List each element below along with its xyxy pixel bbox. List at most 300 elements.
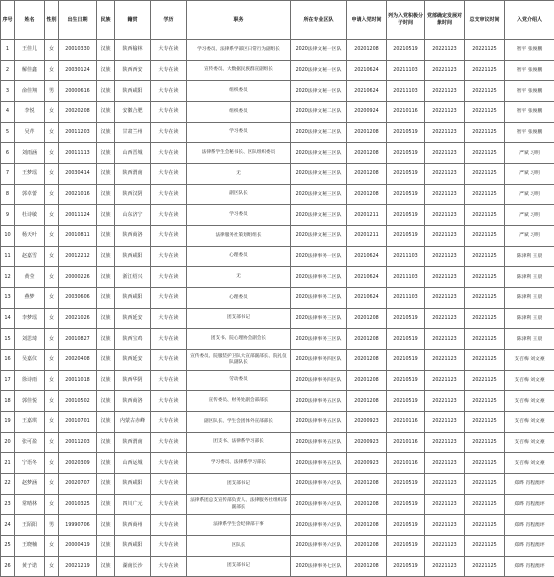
cell-activist-date: 20211103 [387,81,425,102]
cell-position: 宣传委员、院服装护卫队大宣部副部长、院礼仪队副队长 [187,350,291,371]
cell-education: 大专在读 [151,122,187,143]
cell-candidate-date: 20221123 [425,474,465,495]
cell-gender: 女 [45,536,59,557]
cell-introducers: 郑晔 肖程澳坪 [505,536,554,557]
cell-application-date: 20201208 [347,122,387,143]
cell-squad: 2020法律事务五区队 [291,391,347,412]
cell-squad: 2020法律事务三区队 [291,308,347,329]
cell-birth-date: 20021016 [59,184,97,205]
cell-activist-date: 20211103 [387,267,425,288]
cell-name: 黄莹 [15,267,45,288]
cell-review-date: 20221125 [465,453,505,474]
cell-application-date: 20201208 [347,515,387,536]
table-row [1,81,554,102]
table-row [1,60,554,81]
cell-birth-date: 19990706 [59,515,97,536]
cell-application-date: 20210624 [347,246,387,267]
cell-review-date: 20221125 [465,267,505,288]
cell-review-date: 20221125 [465,474,505,495]
cell-introducers: 智平 张俊鹏 [505,122,554,143]
cell-ethnicity: 汉族 [97,556,115,577]
cell-introducers: 智平 张俊鹏 [505,81,554,102]
cell-review-date: 20221125 [465,350,505,371]
cell-native-place: 陕西华阴 [115,370,151,391]
cell-application-date: 20201208 [347,370,387,391]
cell-squad: 2020法律事务二区队 [291,288,347,309]
cell-introducers: 支召梅 刘文豪 [505,453,554,474]
table-row [1,432,554,453]
cell-native-place: 山西运城 [115,453,151,474]
cell-name: 吴芹 [15,122,45,143]
cell-education: 大专在读 [151,494,187,515]
cell-education: 大专在读 [151,40,187,61]
cell-name: 刘思琦 [15,329,45,350]
cell-ethnicity: 汉族 [97,536,115,557]
cell-review-date: 20221125 [465,122,505,143]
cell-seq: 6 [1,143,15,164]
cell-native-place: 湖南长沙 [115,556,151,577]
table-row [1,329,554,350]
cell-ethnicity: 汉族 [97,267,115,288]
cell-education: 大专在读 [151,515,187,536]
cell-native-place: 陕西商洛 [115,226,151,247]
cell-position: 法律系学生会纪律部干事 [187,515,291,536]
cell-squad: 2020法律事务六区队 [291,536,347,557]
cell-name: 刘雨涵 [15,143,45,164]
cell-name: 王嘉琪 [15,412,45,433]
cell-candidate-date: 20221123 [425,432,465,453]
cell-introducers: 郑晔 肖程澳坪 [505,494,554,515]
cell-education: 大专在读 [151,205,187,226]
cell-review-date: 20221125 [465,205,505,226]
cell-seq: 10 [1,226,15,247]
cell-application-date: 20201208 [347,143,387,164]
cell-review-date: 20221125 [465,329,505,350]
cell-review-date: 20221125 [465,164,505,185]
cell-squad: 2020法律文秘三区队 [291,164,347,185]
cell-birth-date: 20030606 [59,288,97,309]
cell-review-date: 20221125 [465,556,505,577]
cell-squad: 2020法律事务五区队 [291,453,347,474]
cell-native-place: 浙江绍兴 [115,267,151,288]
cell-name: 王梦瑶 [15,164,45,185]
cell-position: 法律服务社策划组组长 [187,226,291,247]
cell-name: 王晓楠 [15,536,45,557]
table-row [1,143,554,164]
cell-review-date: 20221125 [465,226,505,247]
table-row [1,184,554,205]
header-name: 姓名 [15,1,45,40]
cell-gender: 女 [45,226,59,247]
cell-gender: 女 [45,474,59,495]
cell-candidate-date: 20221123 [425,60,465,81]
cell-gender: 女 [45,267,59,288]
cell-ethnicity: 汉族 [97,329,115,350]
cell-candidate-date: 20221123 [425,370,465,391]
cell-candidate-date: 20221123 [425,81,465,102]
cell-birth-date: 20011203 [59,432,97,453]
cell-activist-date: 20210519 [387,226,425,247]
cell-introducers: 郑晔 肖程澳坪 [505,556,554,577]
cell-squad: 2020法律事务三区队 [291,329,347,350]
cell-education: 大专在读 [151,308,187,329]
cell-review-date: 20221125 [465,308,505,329]
cell-seq: 9 [1,205,15,226]
cell-review-date: 20221125 [465,60,505,81]
cell-native-place: 陕西汉阴 [115,184,151,205]
cell-application-date: 20201208 [347,556,387,577]
cell-name: 俞佳翔 [15,81,45,102]
cell-name: 杜诗敏 [15,205,45,226]
cell-native-place: 陕西商州 [115,515,151,536]
cell-ethnicity: 汉族 [97,143,115,164]
cell-native-place: 陕西咸阳 [115,536,151,557]
cell-review-date: 20221125 [465,40,505,61]
cell-candidate-date: 20221123 [425,350,465,371]
cell-ethnicity: 汉族 [97,412,115,433]
cell-seq: 19 [1,412,15,433]
cell-squad: 2020法律文秘一区队 [291,60,347,81]
cell-candidate-date: 20221123 [425,226,465,247]
cell-squad: 2020法律文秘一区队 [291,40,347,61]
cell-gender: 女 [45,329,59,350]
cell-activist-date: 20210116 [387,453,425,474]
cell-candidate-date: 20221123 [425,536,465,557]
cell-squad: 2020法律文秘一区队 [291,81,347,102]
cell-application-date: 20200924 [347,102,387,123]
cell-squad: 2020法律事务七区队 [291,556,347,577]
cell-review-date: 20221125 [465,494,505,515]
cell-review-date: 20221125 [465,143,505,164]
cell-introducers: 严斌 习明 [505,226,554,247]
cell-introducers: 支召梅 刘文豪 [505,391,554,412]
cell-candidate-date: 20221123 [425,246,465,267]
cell-squad: 2020法律文秘三区队 [291,184,347,205]
cell-native-place: 陕西渭南 [115,164,151,185]
cell-birth-date: 20000616 [59,81,97,102]
cell-seq: 16 [1,350,15,371]
cell-position: 劳动委员 [187,370,291,391]
cell-seq: 12 [1,267,15,288]
cell-position: 区队长 [187,536,291,557]
cell-application-date: 20201208 [347,329,387,350]
table-row [1,226,554,247]
cell-birth-date: 20000226 [59,267,97,288]
cell-ethnicity: 汉族 [97,494,115,515]
cell-education: 大专在读 [151,184,187,205]
header-education: 学历 [151,1,187,40]
cell-gender: 女 [45,494,59,515]
table-row [1,412,554,433]
cell-name: 李悦 [15,102,45,123]
cell-native-place: 陕西延安 [115,350,151,371]
cell-name: 郭卓蕾 [15,184,45,205]
cell-native-place: 陕西榆林 [115,40,151,61]
cell-position: 团支部书记 [187,556,291,577]
cell-seq: 25 [1,536,15,557]
table-row [1,205,554,226]
cell-candidate-date: 20221123 [425,288,465,309]
cell-candidate-date: 20221123 [425,556,465,577]
cell-introducers: 智平 张俊鹏 [505,102,554,123]
cell-education: 大专在读 [151,288,187,309]
cell-activist-date: 20210519 [387,474,425,495]
cell-native-place: 陕西延安 [115,308,151,329]
table-row [1,370,554,391]
cell-ethnicity: 汉族 [97,308,115,329]
header-activist-date: 列为入党积极分子时间 [387,1,425,40]
cell-seq: 1 [1,40,15,61]
cell-name: 李梦瑶 [15,308,45,329]
cell-name: 赵梦涵 [15,474,45,495]
cell-seq: 3 [1,81,15,102]
cell-ethnicity: 汉族 [97,122,115,143]
cell-position: 副区队长 [187,184,291,205]
cell-activist-date: 20210519 [387,164,425,185]
cell-application-date: 20201208 [347,40,387,61]
cell-squad: 2020法律事务五区队 [291,412,347,433]
header-ethnicity: 民族 [97,1,115,40]
table-row [1,515,554,536]
cell-education: 大专在读 [151,432,187,453]
cell-gender: 女 [45,370,59,391]
cell-application-date: 20201211 [347,205,387,226]
cell-activist-date: 20211103 [387,288,425,309]
cell-review-date: 20221125 [465,102,505,123]
table-row [1,536,554,557]
cell-native-place: 陕西咸阳 [115,288,151,309]
cell-introducers: 严斌 习明 [505,164,554,185]
cell-gender: 女 [45,143,59,164]
cell-application-date: 20200923 [347,453,387,474]
cell-birth-date: 20000419 [59,536,97,557]
cell-birth-date: 20011124 [59,205,97,226]
cell-ethnicity: 汉族 [97,102,115,123]
cell-application-date: 20201208 [347,536,387,557]
cell-native-place: 甘肃兰州 [115,122,151,143]
cell-gender: 男 [45,515,59,536]
cell-introducers: 支召梅 刘文豪 [505,412,554,433]
cell-introducers: 严斌 习明 [505,184,554,205]
cell-education: 大专在读 [151,226,187,247]
cell-name: 吴嘉仪 [15,350,45,371]
cell-birth-date: 20010325 [59,494,97,515]
cell-birth-date: 20020309 [59,453,97,474]
cell-candidate-date: 20221123 [425,102,465,123]
cell-candidate-date: 20221123 [425,184,465,205]
cell-activist-date: 20210519 [387,122,425,143]
cell-squad: 2020法律事务五区队 [291,432,347,453]
cell-name: 郭佳悦 [15,391,45,412]
cell-name: 宁语冬 [15,453,45,474]
cell-review-date: 20221125 [465,536,505,557]
cell-birth-date: 20010701 [59,412,97,433]
cell-activist-date: 20210519 [387,515,425,536]
cell-birth-date: 20010827 [59,329,97,350]
cell-review-date: 20221125 [465,515,505,536]
cell-education: 大专在读 [151,474,187,495]
cell-activist-date: 20210519 [387,391,425,412]
cell-position: 无 [187,164,291,185]
cell-activist-date: 20210519 [387,350,425,371]
cell-squad: 2020法律事务六区队 [291,494,347,515]
cell-birth-date: 20010330 [59,40,97,61]
cell-application-date: 20201211 [347,226,387,247]
cell-position: 团支书、院心理协会副会长 [187,329,291,350]
cell-squad: 2020法律文秘二区队 [291,122,347,143]
cell-birth-date: 20021219 [59,556,97,577]
cell-gender: 女 [45,308,59,329]
cell-education: 大专在读 [151,329,187,350]
cell-name: 杨天叶 [15,226,45,247]
cell-birth-date: 20011018 [59,370,97,391]
cell-activist-date: 20210116 [387,432,425,453]
cell-gender: 女 [45,102,59,123]
cell-gender: 女 [45,412,59,433]
header-introducers: 入党介绍人 [505,1,554,40]
table-row [1,494,554,515]
header-review-date: 总支审议时间 [465,1,505,40]
cell-gender: 女 [45,246,59,267]
cell-ethnicity: 汉族 [97,164,115,185]
cell-review-date: 20221125 [465,288,505,309]
cell-seq: 23 [1,494,15,515]
cell-gender: 女 [45,432,59,453]
cell-seq: 15 [1,329,15,350]
cell-gender: 女 [45,40,59,61]
cell-gender: 女 [45,122,59,143]
cell-activist-date: 20210519 [387,205,425,226]
cell-squad: 2020法律文秘二区队 [291,102,347,123]
cell-candidate-date: 20221123 [425,40,465,61]
cell-education: 大专在读 [151,453,187,474]
cell-candidate-date: 20221123 [425,122,465,143]
cell-introducers: 陈津利 王晨 [505,246,554,267]
cell-ethnicity: 汉族 [97,474,115,495]
table-header-row [1,1,554,40]
cell-birth-date: 20011113 [59,143,97,164]
cell-birth-date: 20011203 [59,122,97,143]
cell-ethnicity: 汉族 [97,453,115,474]
cell-education: 大专在读 [151,143,187,164]
cell-squad: 2020法律事务四区队 [291,350,347,371]
cell-birth-date: 20012212 [59,246,97,267]
cell-seq: 22 [1,474,15,495]
cell-education: 大专在读 [151,391,187,412]
cell-application-date: 20210624 [347,60,387,81]
cell-gender: 女 [45,60,59,81]
cell-position: 宣传委员、大数据民族群宣副组长 [187,60,291,81]
table-row [1,453,554,474]
cell-name: 常晴林 [15,494,45,515]
cell-position: 法律系学生会秘书长、区队组织委员 [187,143,291,164]
cell-introducers: 智平 张俊鹏 [505,40,554,61]
cell-education: 大专在读 [151,350,187,371]
table-row [1,308,554,329]
cell-name: 赵嘉雪 [15,246,45,267]
cell-native-place: 陕西西安 [115,60,151,81]
cell-review-date: 20221125 [465,391,505,412]
cell-position: 学习委员、法律系学部区日常行为副组长 [187,40,291,61]
cell-birth-date: 20020707 [59,474,97,495]
cell-introducers: 智平 张俊鹏 [505,60,554,81]
cell-birth-date: 20030124 [59,60,97,81]
cell-education: 大专在读 [151,412,187,433]
cell-squad: 2020法律事务一区队 [291,246,347,267]
cell-introducers: 郑晔 肖程澳坪 [505,515,554,536]
cell-ethnicity: 汉族 [97,184,115,205]
cell-squad: 2020法律事务六区队 [291,515,347,536]
cell-squad: 2020法律事务四区队 [291,370,347,391]
cell-seq: 21 [1,453,15,474]
table-row [1,164,554,185]
cell-review-date: 20221125 [465,184,505,205]
cell-seq: 11 [1,246,15,267]
cell-candidate-date: 20221123 [425,143,465,164]
cell-gender: 女 [45,453,59,474]
cell-education: 大专在读 [151,164,187,185]
cell-ethnicity: 汉族 [97,81,115,102]
cell-seq: 18 [1,391,15,412]
cell-position: 无 [187,267,291,288]
cell-introducers: 支召梅 刘文豪 [505,350,554,371]
cell-position: 组织委员 [187,81,291,102]
cell-education: 大专在读 [151,536,187,557]
cell-native-place: 安徽合肥 [115,102,151,123]
cell-activist-date: 20210116 [387,412,425,433]
cell-ethnicity: 汉族 [97,370,115,391]
cell-candidate-date: 20221123 [425,412,465,433]
cell-seq: 13 [1,288,15,309]
cell-ethnicity: 汉族 [97,60,115,81]
header-birth-date: 出生日期 [59,1,97,40]
cell-position: 团支部书记 [187,474,291,495]
cell-native-place: 陕西商洛 [115,391,151,412]
cell-native-place: 内蒙古赤峰 [115,412,151,433]
cell-introducers: 支召梅 刘文豪 [505,432,554,453]
cell-application-date: 20201208 [347,164,387,185]
cell-application-date: 20201208 [347,494,387,515]
cell-birth-date: 20030414 [59,164,97,185]
cell-ethnicity: 汉族 [97,391,115,412]
cell-birth-date: 20010502 [59,391,97,412]
cell-activist-date: 20210519 [387,308,425,329]
cell-introducers: 严斌 习明 [505,143,554,164]
cell-education: 大专在读 [151,267,187,288]
cell-position: 副区队长、学生会团体外宣部部长 [187,412,291,433]
cell-ethnicity: 汉族 [97,246,115,267]
cell-activist-date: 20211103 [387,60,425,81]
cell-seq: 7 [1,164,15,185]
cell-seq: 24 [1,515,15,536]
cell-position: 心理委员 [187,288,291,309]
cell-review-date: 20221125 [465,412,505,433]
cell-activist-date: 20210519 [387,370,425,391]
cell-candidate-date: 20221123 [425,494,465,515]
cell-education: 大专在读 [151,246,187,267]
table-row [1,350,554,371]
cell-name: 王佳儿 [15,40,45,61]
header-seq: 序号 [1,1,15,40]
cell-activist-date: 20210116 [387,102,425,123]
cell-activist-date: 20210519 [387,143,425,164]
cell-gender: 女 [45,205,59,226]
header-squad: 所在专业区队 [291,1,347,40]
table-row [1,246,554,267]
cell-ethnicity: 汉族 [97,515,115,536]
cell-seq: 5 [1,122,15,143]
cell-name: 王陌阳 [15,515,45,536]
